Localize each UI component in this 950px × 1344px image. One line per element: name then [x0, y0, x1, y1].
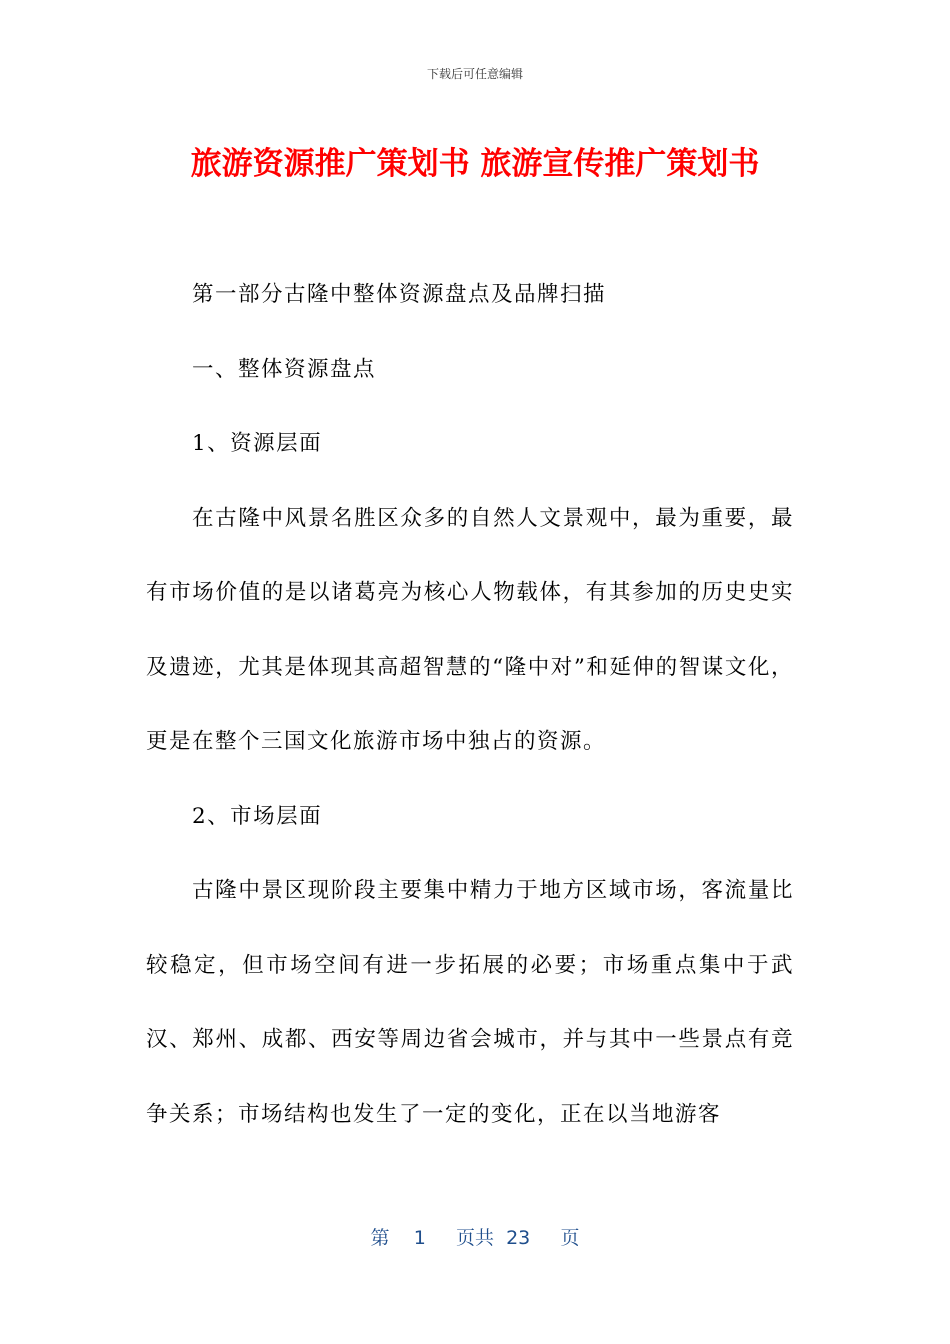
section-heading: 第一部分古隆中整体资源盘点及品牌扫描	[192, 282, 607, 307]
subsection-heading: 一、整体资源盘点	[192, 356, 377, 382]
footer-label-prefix: 第	[370, 1227, 390, 1249]
footer-label-suffix: 页	[560, 1227, 580, 1249]
header-note: 下载后可任意编辑	[426, 67, 523, 81]
page-footer	[0, 1224, 950, 1252]
document-title: 旅游资源推广策划书 旅游宣传推广策划书	[190, 146, 760, 182]
body-paragraph: 古隆中景区现阶段主要集中精力于地方区域市场，客流量比较稳定，但市场空间有进一步拓展的必要；市场重点集中于武汉、郑州、成都、西安等周边省会城市，并与其中一些景点有竞争关系；市场结构也发生了一定的变化，正在以当地游客	[146, 878, 794, 1127]
total-pages-number: 23	[506, 1227, 531, 1249]
document-body	[146, 258, 794, 1152]
footer-label-middle: 页共	[455, 1227, 494, 1249]
item-heading: 2、市场层面	[192, 803, 323, 829]
current-page-number: 1	[413, 1227, 426, 1249]
body-paragraph: 在古隆中风景名胜区众多的自然人文景观中，最为重要，最有市场价值的是以诸葛亮为核心人物载体，有其参加的历史史实及遗迹，尤其是体现其高超智慧的“隆中对”和延伸的智谋文化，更是在整个三国文化旅游市场中独占的资源。	[146, 505, 794, 754]
item-heading: 1、资源层面	[192, 431, 323, 456]
